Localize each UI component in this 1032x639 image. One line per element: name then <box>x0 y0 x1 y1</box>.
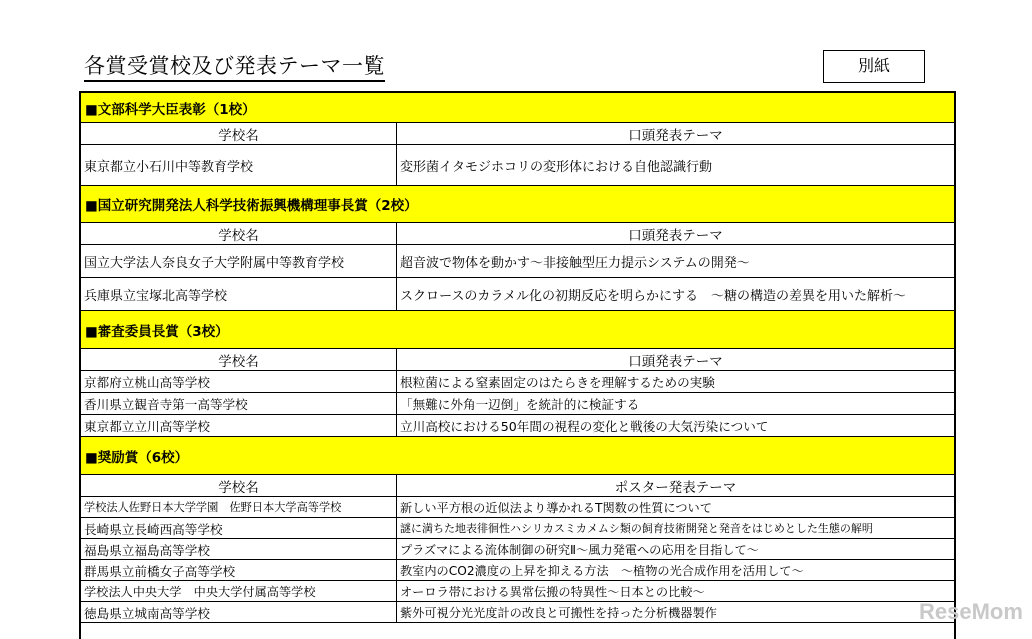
theme-cell: 変形菌イタモジホコリの変形体における自他認識行動 <box>400 159 713 175</box>
theme-cell: プラズマによる流体制御の研究Ⅱ～風力発電への応用を目指して～ <box>400 542 759 557</box>
school-cell: 国立大学法人奈良女子大学附属中等教育学校 <box>81 245 397 277</box>
school-cell: 群馬県立前橋女子高等学校 <box>81 560 397 580</box>
header-row <box>81 475 954 497</box>
section-heading: ■国立研究開発法人科学技術振興機構理事長賞（2校） <box>81 186 954 223</box>
school-header: 学校名 <box>81 349 397 370</box>
theme-header: 口頭発表テーマ <box>628 227 723 244</box>
header-row <box>81 223 954 245</box>
theme-cell: 新しい平方根の近似法より導かれるT関数の性質について <box>400 500 712 515</box>
theme-cell: 紫外可視分光光度計の改良と可搬性を持った分析機器製作 <box>400 605 717 620</box>
school-cell: 東京都立小石川中等教育学校 <box>81 145 397 185</box>
theme-cell: オーロラ帯における異常伝搬の特異性～日本との比較～ <box>400 584 705 599</box>
school-header: 学校名 <box>81 123 397 144</box>
theme-header: 口頭発表テーマ <box>628 127 723 144</box>
section-heading: ■審査委員長賞（3校） <box>81 311 954 349</box>
theme-cell: スクロースのカラメル化の初期反応を明らかにする ～糖の構造の差異を用いた解析～ <box>400 288 906 304</box>
header-row <box>81 349 954 371</box>
school-cell: 福島県立福島高等学校 <box>81 539 397 559</box>
table-row <box>81 245 954 278</box>
theme-cell: 謎に満ちた地表徘徊性ハシリカスミカメムシ類の飼育技術開発と発音をはじめとした生態の解明 <box>400 522 873 535</box>
school-cell: 香川県立観音寺第一高等学校 <box>81 393 397 414</box>
theme-cell: 超音波で物体を動かす～非接触型圧力提示システムの開発～ <box>400 255 750 271</box>
header-row <box>81 123 954 145</box>
table-row <box>81 393 954 415</box>
school-cell: 長崎県立長崎西高等学校 <box>81 518 397 538</box>
school-cell: 京都府立桃山高等学校 <box>81 371 397 392</box>
school-cell: 東京都立立川高等学校 <box>81 415 397 436</box>
school-cell: 徳島県立城南高等学校 <box>81 602 397 622</box>
theme-cell: 教室内のCO2濃度の上昇を抑える方法 ～植物の光合成作用を活用して～ <box>400 563 804 578</box>
resemom-watermark: ReseMom <box>919 599 1023 624</box>
section-heading: ■文部科学大臣表彰（1校） <box>81 93 954 123</box>
theme-cell: 立川高校における50年間の視程の変化と戦後の大気汚染について <box>400 419 769 434</box>
school-cell: 学校法人中央大学 中央大学付属高等学校 <box>81 581 397 601</box>
school-cell: 兵庫県立宝塚北高等学校 <box>81 278 397 310</box>
school-cell: 学校法人佐野日本大学学園 佐野日本大学高等学校 <box>81 497 397 517</box>
table-row <box>81 371 954 393</box>
section-heading: ■奨励賞（6校） <box>81 437 954 475</box>
theme-header: 口頭発表テーマ <box>628 353 723 370</box>
table-row <box>81 581 954 602</box>
table-row <box>81 539 954 560</box>
attachment-label: 別紙 <box>823 50 925 83</box>
table-row <box>81 518 954 539</box>
table-row <box>81 415 954 437</box>
table-row <box>81 497 954 518</box>
table-row <box>81 602 954 623</box>
table-row <box>81 145 954 186</box>
table-row <box>81 278 954 311</box>
theme-cell: 「無難に外角一辺倒」を統計的に検証する <box>400 397 640 412</box>
school-header: 学校名 <box>81 223 397 244</box>
awards-table <box>79 91 956 639</box>
table-row <box>81 560 954 581</box>
school-header: 学校名 <box>81 475 397 496</box>
theme-header: ポスター発表テーマ <box>614 479 737 496</box>
page-title: 各賞受賞校及び発表テーマ一覧 <box>84 52 385 82</box>
theme-cell: 根粒菌による窒素固定のはたらきを理解するための実験 <box>400 375 715 390</box>
